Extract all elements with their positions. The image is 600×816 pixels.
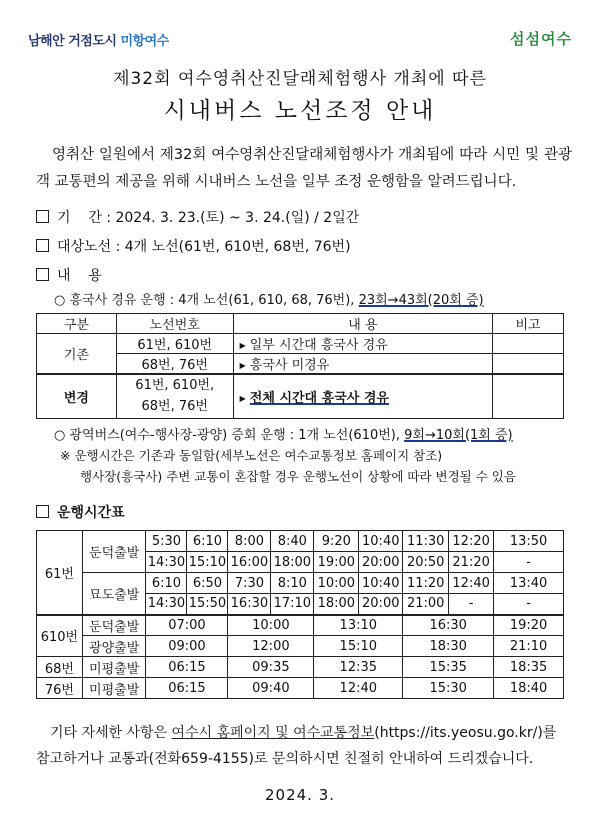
time-cell: 14:30 (146, 552, 187, 573)
time-cell: 15:10 (187, 552, 228, 573)
time-cell: 20:50 (403, 552, 449, 573)
changed-content: ▶ 전체 시간대 흥국사 경유 (233, 374, 492, 418)
triangle-bullet-icon: ▶ (239, 341, 246, 350)
existing-route: 68번, 76번 (116, 354, 233, 375)
intro-paragraph: 영취산 일원에서 제32회 여수영취산진달래체험행사가 개최됨에 따라 시민 및 관광객 교통편의 제공을 위해 시내버스 노선을 일부 조정 운행함을 알려드립니다. (36, 147, 572, 190)
time-cell: 21:20 (449, 552, 494, 573)
route-68-label: 68번 (37, 657, 83, 678)
dudeok-departure-label: 둔덕출발 (82, 615, 146, 636)
time-cell: 18:40 (494, 678, 564, 699)
time-cell: 11:20 (403, 573, 449, 594)
time-cell: 6:10 (187, 531, 228, 552)
time-cell: - (494, 552, 564, 573)
existing-content: ▶ 흥국사 미경유 (233, 354, 492, 375)
brand-logo: 섬섬여수 (510, 30, 572, 48)
time-cell: 09:35 (228, 657, 314, 678)
route-change-table (36, 313, 564, 419)
time-cell: 16:30 (228, 594, 271, 615)
city-slogan-logo: 남해안 거점도시 미항여수 (28, 34, 169, 49)
document-date: 2024. 3. (264, 786, 336, 804)
schedule-heading: 운행시간표 (36, 502, 125, 522)
time-cell: 10:00 (228, 615, 314, 636)
existing-remarks (493, 334, 564, 354)
time-cell: 5:30 (146, 531, 187, 552)
route-61-label: 61번 (37, 531, 83, 615)
mipyeong-departure-label: 미평출발 (82, 657, 146, 678)
time-cell: 6:50 (187, 573, 228, 594)
time-cell: 6:10 (146, 573, 187, 594)
time-cell: 17:10 (271, 594, 314, 615)
time-cell: 07:00 (146, 615, 228, 636)
existing-route: 61번, 610번 (116, 334, 233, 354)
time-cell: 7:30 (228, 573, 271, 594)
header-route: 노선번호 (116, 314, 233, 334)
time-cell: 19:00 (314, 552, 359, 573)
time-cell: 15:10 (314, 636, 403, 657)
heungguksa-line: ○ 흥국사 경유 운행 : 4개 노선(61, 610, 68, 76번), 23회→43회(20회 증) (54, 293, 484, 308)
checkbox-square-icon (36, 505, 49, 518)
checkbox-square-icon (36, 268, 49, 281)
header-content: 내 용 (233, 314, 492, 334)
period-line: 기 간 : 2024. 3. 23.(토) ~ 3. 24.(일) / 2일간 (36, 207, 359, 227)
time-cell: 15:30 (403, 678, 494, 699)
header-remarks: 비고 (493, 314, 564, 334)
time-cell: 10:40 (359, 573, 403, 594)
time-cell: 16:00 (228, 552, 271, 573)
existing-label: 기존 (37, 334, 117, 375)
gwangyeok-line: ○ 광역버스(여수-행사장-광양) 증회 운행 : 1개 노선(610번), 9회→10회(1회 증) (54, 428, 513, 443)
time-cell: 8:10 (271, 573, 314, 594)
note-line1: ※ 운행시간은 기존과 동일함(세부노선은 여수교통정보 홈페이지 참조) (60, 448, 443, 463)
time-cell: 13:10 (314, 615, 403, 636)
time-cell: 8:00 (228, 531, 271, 552)
mipyeong-departure-label: 미평출발 (82, 678, 146, 699)
routes-line: 대상노선 : 4개 노선(61번, 610번, 68번, 76번) (36, 236, 351, 256)
changed-route: 61번, 610번, 68번, 76번 (116, 374, 233, 418)
time-cell: 12:00 (228, 636, 314, 657)
route-76-label: 76번 (37, 678, 83, 699)
time-cell: 11:30 (403, 531, 449, 552)
time-cell: 12:35 (314, 657, 403, 678)
time-cell: 13:50 (494, 531, 564, 552)
header-category: 구분 (37, 314, 117, 334)
time-cell: 14:30 (146, 594, 187, 615)
time-cell: 16:30 (403, 615, 494, 636)
triangle-bullet-icon: ▶ (239, 361, 246, 370)
time-cell: 21:10 (494, 636, 564, 657)
time-cell: 06:15 (146, 678, 228, 699)
time-cell: - (449, 594, 494, 615)
footer-paragraph: 기타 자세한 사항은 여수시 홈페이지 및 여수교통정보(https://its.yeosu.go.kr/)를 참고하거나 교통과(전화659-4155)로 문의하시면 친절히 안내하여 드리겠습니다. (36, 725, 557, 767)
content-line: 내 용 (36, 265, 102, 285)
changed-remarks (493, 374, 564, 418)
gwangyang-departure-label: 광양출발 (82, 636, 146, 657)
triangle-bullet-icon: ▶ (239, 393, 246, 403)
changed-label: 변경 (37, 374, 117, 418)
time-cell: 09:00 (146, 636, 228, 657)
time-cell: 20:00 (359, 594, 403, 615)
website-reference: 여수시 홈페이지 및 여수교통정보 (171, 725, 375, 741)
title-line1: 제32회 여수영취산진달래체험행사 개최에 따른 (113, 69, 487, 89)
time-cell: 18:00 (271, 552, 314, 573)
time-cell: 18:00 (314, 594, 359, 615)
time-cell: 12:40 (449, 573, 494, 594)
time-cell: 20:00 (359, 552, 403, 573)
time-cell: 15:50 (187, 594, 228, 615)
time-cell: 18:35 (494, 657, 564, 678)
time-cell: 13:40 (494, 573, 564, 594)
time-cell: 9:20 (314, 531, 359, 552)
time-cell: 12:40 (314, 678, 403, 699)
time-cell: 10:40 (359, 531, 403, 552)
time-cell: 06:15 (146, 657, 228, 678)
time-cell: - (494, 594, 564, 615)
time-cell: 18:30 (403, 636, 494, 657)
time-cell: 19:20 (494, 615, 564, 636)
checkbox-square-icon (36, 210, 49, 223)
time-cell: 21:00 (403, 594, 449, 615)
existing-content: ▶ 일부 시간대 흥국사 경유 (233, 334, 492, 354)
dudeok-departure-label: 둔덕출발 (82, 531, 146, 573)
note-line2: 행사장(흥국사) 주변 교통이 혼잡할 경우 운행노선이 상황에 따라 변경될 수 있음 (80, 469, 516, 484)
time-cell: 10:00 (314, 573, 359, 594)
existing-remarks (493, 354, 564, 375)
page-title: 시내버스 노선조정 안내 (163, 98, 437, 124)
myodo-departure-label: 묘도출발 (82, 573, 146, 615)
route-610-label: 610번 (37, 615, 83, 657)
checkbox-square-icon (36, 239, 49, 252)
time-cell: 15:35 (403, 657, 494, 678)
time-cell: 8:40 (271, 531, 314, 552)
time-cell: 09:40 (228, 678, 314, 699)
time-cell: 12:20 (449, 531, 494, 552)
schedule-table (36, 530, 564, 699)
